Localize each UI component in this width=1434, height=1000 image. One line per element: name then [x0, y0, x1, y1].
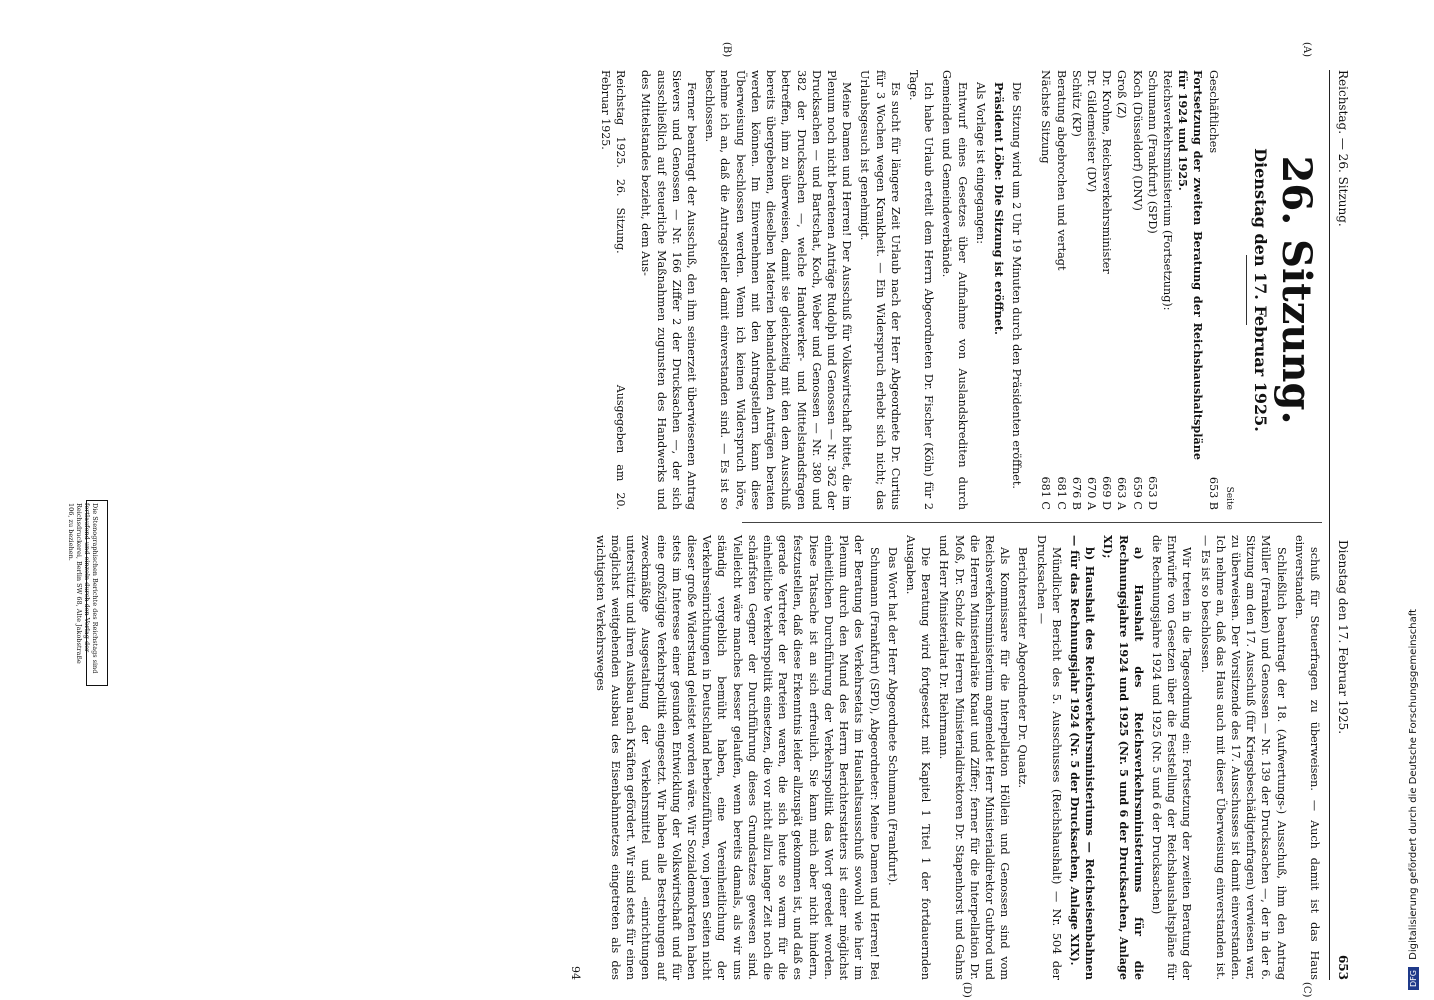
paragraph: Die Beratung wird fortgesetzt mit Kapitel 1 Titel 1 der fortdauernden Ausgaben. — [903, 535, 933, 980]
paragraph: Ich habe Urlaub erteilt dem Herrn Abgeordneten Dr. Fischer (Köln) für 2 Tage. — [906, 70, 936, 510]
paragraph: Mündlicher Bericht des 5. Ausschusses (Reichshaushalt) — Nr. 504 der Drucksachen — — [1034, 535, 1063, 980]
running-header — [1329, 70, 1352, 980]
toc-row: Fortsetzung der zweiten Beratung der Reichshaushaltspläne für 1924 und 1925. — [1176, 70, 1206, 460]
session-date: Dienstag den 17. Februar 1925. — [1251, 148, 1270, 432]
paragraph: Wir treten in die Tagesordnung ein: Fortsetzung der zweiten Beratung der Entwürfe von Gesetzen über die Feststellung der Reichshaushaltspläne für die Rechnungsjahre 1924 und 1925 (Nr. 5 und 6 der Drucksachen) — [1149, 535, 1194, 980]
paragraph: Es sucht für längere Zeit Urlaub nach der Herr Abgeordnete Dr. Curtius für 3 Wochen wegen Krankheit. — Ein Widerspruch erhebt sich nicht; das Urlaubsgesuch ist genehmigt. — [858, 70, 902, 510]
toc-row: Koch (Düsseldorf) (DNV) 659 C — [1130, 70, 1144, 510]
notice-box — [67, 500, 108, 686]
paragraph: Präsident Löbe: Die Sitzung ist eröffnet. — [991, 82, 1006, 335]
toc-row: Geschäftliches 653 B — [1206, 70, 1220, 510]
toc-row: Schütz (KP) 676 B — [1069, 70, 1083, 510]
notice-text: Die Stenographischen Berichte des Reichstags sind fortlaufend und einzeln durch den Verlag der Reichsdruckerei, Berlin SW 68, Alte Jakobstraße 106, zu beziehen. — [67, 503, 99, 674]
paragraph: Berichterstatter Abgeordneter Dr. Quaatz. — [1016, 547, 1030, 789]
paragraph: Das Wort hat der Herr Abgeordnete Schumann (Frankfurt). — [885, 547, 899, 886]
table-of-contents — [1038, 70, 1220, 510]
paragraph: Als Vorlage ist eingegangen: — [973, 82, 987, 245]
left-column — [598, 70, 1322, 510]
page-number: 653 — [1336, 954, 1350, 980]
paragraph: Meine Damen und Herren! Der Ausschuß für Volkswirtschaft bittet, die im Plenum noch nicht beratenen Anträge Rudolph und Genossen — Nr. 362 der Drucksachen — und Bartschat, Koch, Weber und Genossen — Nr. 380 und 382 der Drucksachen —, welche Handwerker- und Mittelstandsfragen betreffen, ihm zu überweisen, damit sie gleichzeitig mit den dem Ausschuß bereits übergebenen, dieselben Materien behandelnden Anträgen beraten werden können. Im Einvernehmen mit den Antragstellern kann diese Überweisung beschlossen werden. Wenn ich keinen Widerspruch höre, nehme ich an, daß die Antragsteller damit einverstanden sind. — Es ist so beschlossen. — [703, 70, 854, 510]
paragraph: Die Sitzung wird um 2 Uhr 19 Minuten durch den Präsidenten eröffnet. — [1010, 82, 1024, 489]
toc-row: Dr. Gildemeister (DV) 670 A — [1084, 70, 1098, 510]
paragraph: Als Kommissare für die Interpellation Höllein und Genossen sind vom Reichsverkehrsministerium angemeldet Herr Ministerialdirektor Gutbrod und die Herren Ministerialräte Knaut und Ziffer; ferner für die Interpellation Dr. Moß, Dr. Scholz die Herren Ministerialdirektoren Dr. Stapenhorst und Gahns und Herr Ministerialrat Dr. Riehrmann. — [937, 535, 1012, 980]
margin-letter-b: (B) — [721, 42, 732, 58]
toc-row: Nächste Sitzung 681 C — [1039, 70, 1053, 510]
paragraph: Entwurf eines Gesetzes über Aufnahme von Auslandskrediten durch Gemeinden und Gemeindeverbände. — [940, 70, 969, 510]
footer-left: Reichstag 1925. 26. Sitzung. — [614, 70, 628, 254]
margin-letter-a: (A) — [1301, 42, 1312, 58]
toc-row: Groß (Z) 663 A — [1115, 70, 1129, 510]
toc-row: Dr. Krohne, Reichsverkehrsminister 669 D — [1100, 70, 1114, 510]
running-date: Dienstag den 17. Februar 1925. — [1336, 540, 1350, 735]
margin-letter-d: (D) — [961, 982, 972, 998]
margin-letter-c: (C) — [1301, 982, 1312, 998]
toc-row: Reichsverkehrsministerium (Fortsetzung): — [1160, 70, 1174, 311]
credit-text: Digitalisierung gefördert durch die Deutsche Forschungsgemeinschaft — [1408, 609, 1419, 960]
paragraph: Ferner beantragt der Ausschuß, den ihm seinerzeit überwiesenen Antrag Sievers und Genossen — Nr. 166 Ziffer 2 der Drucksachen —, der sich ausschließlich auf steuerliche Maßnahmen zugunsten des Handwerks und des Mittelstandes bezieht, dem Aus- — [639, 70, 699, 510]
page-footer — [598, 70, 628, 510]
running-title: Reichstag. — 26. Sitzung. — [1336, 70, 1350, 227]
seite-label: Seite — [1223, 486, 1234, 510]
column-rule — [742, 522, 1322, 523]
session-title: 26. Sitzung. — [1273, 155, 1320, 425]
dfg-logo: DFG — [1408, 967, 1419, 990]
toc-row: Beratung abgebrochen und vertagt 681 C — [1054, 70, 1068, 510]
footer-page-number: 94 — [568, 966, 582, 980]
footer-issued: Ausgegeben am 20. Februar 1925. — [599, 70, 628, 510]
toc-row: Schumann (Frankfurt) (SPD) 653 D — [1145, 70, 1159, 510]
sidebar-credit — [1408, 609, 1419, 990]
paragraph: Schumann (Frankfurt) (SPD), Abgeordneter: Meine Damen und Herren! Bei der Beratung des Verkehrsetats im Haushaltsausschuß sowohl wie hier im Plenum durch den Mund des Herrn Berichterstatters ist einer möglichst einheitlichen Durchführung der Verkehrspolitik das Wort geredet worden. Diese Tatsache ist an sich erfreulich. Sie kann mich aber nicht hindern, festzustellen, daß diese Erkenntnis leider allzuspät gekommen ist, und daß es gerade Vertreter der Parteien waren, die sich heute so warm für die einheitliche Verkehrspolitik einsetzen, die vor nicht allzu langer Zeit noch die schärfsten Gegner der Durchführung dieses Grundsatzes gewesen sind. Vielleicht wäre manches besser gelaufen, wenn bereits damals, als wir uns ständig vergeblich bemüht haben, eine Vereinheitlichung der Verkehrseinrichtungen in Deutschland herbeizuführen, von jenen Seiten nicht dieser große Widerstand geleistet worden wäre. Wir Sozialdemokraten haben stets im Interesse einer gesunden Entwicklung der Volkswirtschaft und für eine großzügige Verkehrspolitik eingesetzt. Wir haben alle Bestrebungen auf zweckmäßige Ausgestaltung der Verkehrsmittel und -einrichtungen unterstützt und ihren Ausbau nach Kräften gefördert. Wir sind stets für einen möglichst weitgehenden Ausbau des Eisenbahnnetzes eingetreten als des wichtigsten Verkehrsweges — [593, 535, 881, 980]
right-column — [567, 535, 1322, 980]
paragraph: Schließlich beantragt der 18. (Aufwertungs-) Ausschuß, ihm den Antrag Müller (Franken) und Genossen — Nr. 139 der Drucksachen —, der in der 6. Sitzung am den 17. Ausschuß (für Kriegsbeschädigtenfragen) verwiesen war, zu überweisen. Der Vorsitzende des 17. Ausschusses ist damit einverstanden. Ich nehme an, daß das Haus auch mit dieser Überweisung einverstanden ist. — Es ist so beschlossen. — [1198, 535, 1288, 980]
paragraph: a) Haushalt des Reichsverkehrsministeriums für die Rechnungsjahre 1924 und 1925 (Nr. 5 und 6 der Drucksachen, Anlage XI); — [1101, 535, 1146, 980]
paragraph: b) Haushalt des Reichsverkehrsministeriums — Reichseisenbahnen — für das Rechnungsjahr 1924 (Nr. 5 der Drucksachen, Anlage XIX). — [1067, 535, 1098, 980]
rotated-sheet — [72, 42, 1352, 998]
title-divider — [1246, 255, 1247, 325]
paragraph: schuß für Steuerfragen zu überweisen. — Auch damit ist das Haus einverstanden. — [1292, 535, 1321, 980]
